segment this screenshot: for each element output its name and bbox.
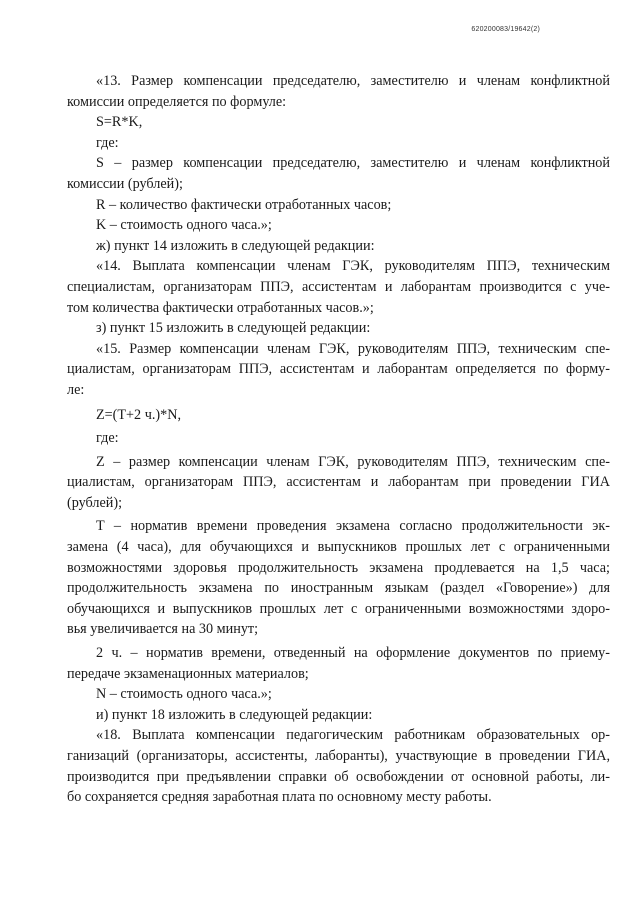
text-line: комиссии определяется по формуле:: [67, 93, 287, 110]
text-line: специалистам, организаторам ППЭ, ассистентам и лаборантам производится с уче-: [67, 278, 610, 295]
paragraph-14: [67, 256, 610, 318]
text-line: возможностями здоровья продолжительность экзамена продлевается на 1,5 часа;: [67, 559, 610, 576]
text-line: «18. Выплата компенсации педагогическим работникам образовательных ор-: [96, 727, 610, 744]
text-line: бо сохраняется средняя заработная плата по основному месту работы.: [67, 789, 492, 806]
text-line: «15. Размер компенсации членам ГЭК, руководителям ППЭ, техническим спе-: [96, 340, 610, 357]
document-id: 620200083/19642(2): [471, 26, 540, 33]
formula-z: Z=(T+2 ч.)*N,: [96, 406, 181, 423]
document-body: [67, 71, 610, 808]
where-label: где:: [96, 430, 119, 447]
two-hours-definition: [67, 643, 610, 684]
text-line: продолжительность экзамена по иностранным языкам (раздел «Говорение») для: [67, 580, 610, 597]
t-definition: [67, 516, 610, 640]
paragraph-13: [67, 71, 610, 112]
s-definition: [67, 153, 610, 194]
text-line: «13. Размер компенсации председателю, заместителю и членам конфликтной: [96, 73, 610, 89]
k-definition: K – стоимость одного часа.»;: [96, 217, 272, 234]
text-line: том количества фактически отработанных часов.»;: [67, 299, 374, 316]
text-line: S – размер компенсации председателю, заместителю и членам конфликтной: [96, 155, 610, 172]
formula-s: S=R*K,: [96, 114, 143, 131]
r-definition: R – количество фактически отработанных часов;: [96, 196, 392, 213]
z-definition: [67, 452, 610, 514]
text-line: вья увеличивается на 30 минут;: [67, 621, 259, 638]
n-definition: N – стоимость одного часа.»;: [96, 686, 272, 703]
text-line: 2 ч. – норматив времени, отведенный на оформление документов по приему-: [96, 645, 610, 662]
text-line: комиссии (рублей);: [67, 175, 183, 192]
paragraph-15: [67, 339, 610, 401]
text-line: ле:: [67, 381, 85, 398]
item-i: и) пункт 18 изложить в следующей редакции:: [96, 706, 373, 723]
text-line: «14. Выплата компенсации членам ГЭК, руководителям ППЭ, техническим: [96, 258, 610, 275]
text-line: (рублей);: [67, 494, 123, 511]
text-line: ганизаций (организаторы, ассистенты, лаборанты), участвующие в проведении ГИА,: [67, 748, 610, 764]
item-zh: ж) пункт 14 изложить в следующей редакции:: [96, 237, 375, 254]
text-line: производится при предъявлении справки об освобождении от основной работы, ли-: [67, 768, 610, 785]
text-line: Z – размер компенсации членам ГЭК, руководителям ППЭ, техническим спе-: [96, 453, 610, 470]
text-line: передаче экзаменационных материалов;: [67, 665, 309, 682]
text-line: циалистам, организаторам ППЭ, ассистентам и лаборантам при проведении ГИА: [67, 474, 610, 491]
paragraph-18: [67, 725, 610, 807]
where-label: где:: [96, 134, 119, 151]
text-line: замена (4 часа), для обучающихся и выпускников прошлых лет с ограниченными: [67, 539, 610, 556]
text-line: циалистам, организаторам ППЭ, ассистентам и лаборантам определяется по форму-: [67, 361, 610, 378]
text-line: T – норматив времени проведения экзамена согласно продолжительности эк-: [96, 518, 610, 535]
item-z: з) пункт 15 изложить в следующей редакции:: [96, 320, 371, 337]
text-line: обучающихся и выпускников прошлых лет с ограниченными возможностями здоро-: [67, 600, 610, 617]
